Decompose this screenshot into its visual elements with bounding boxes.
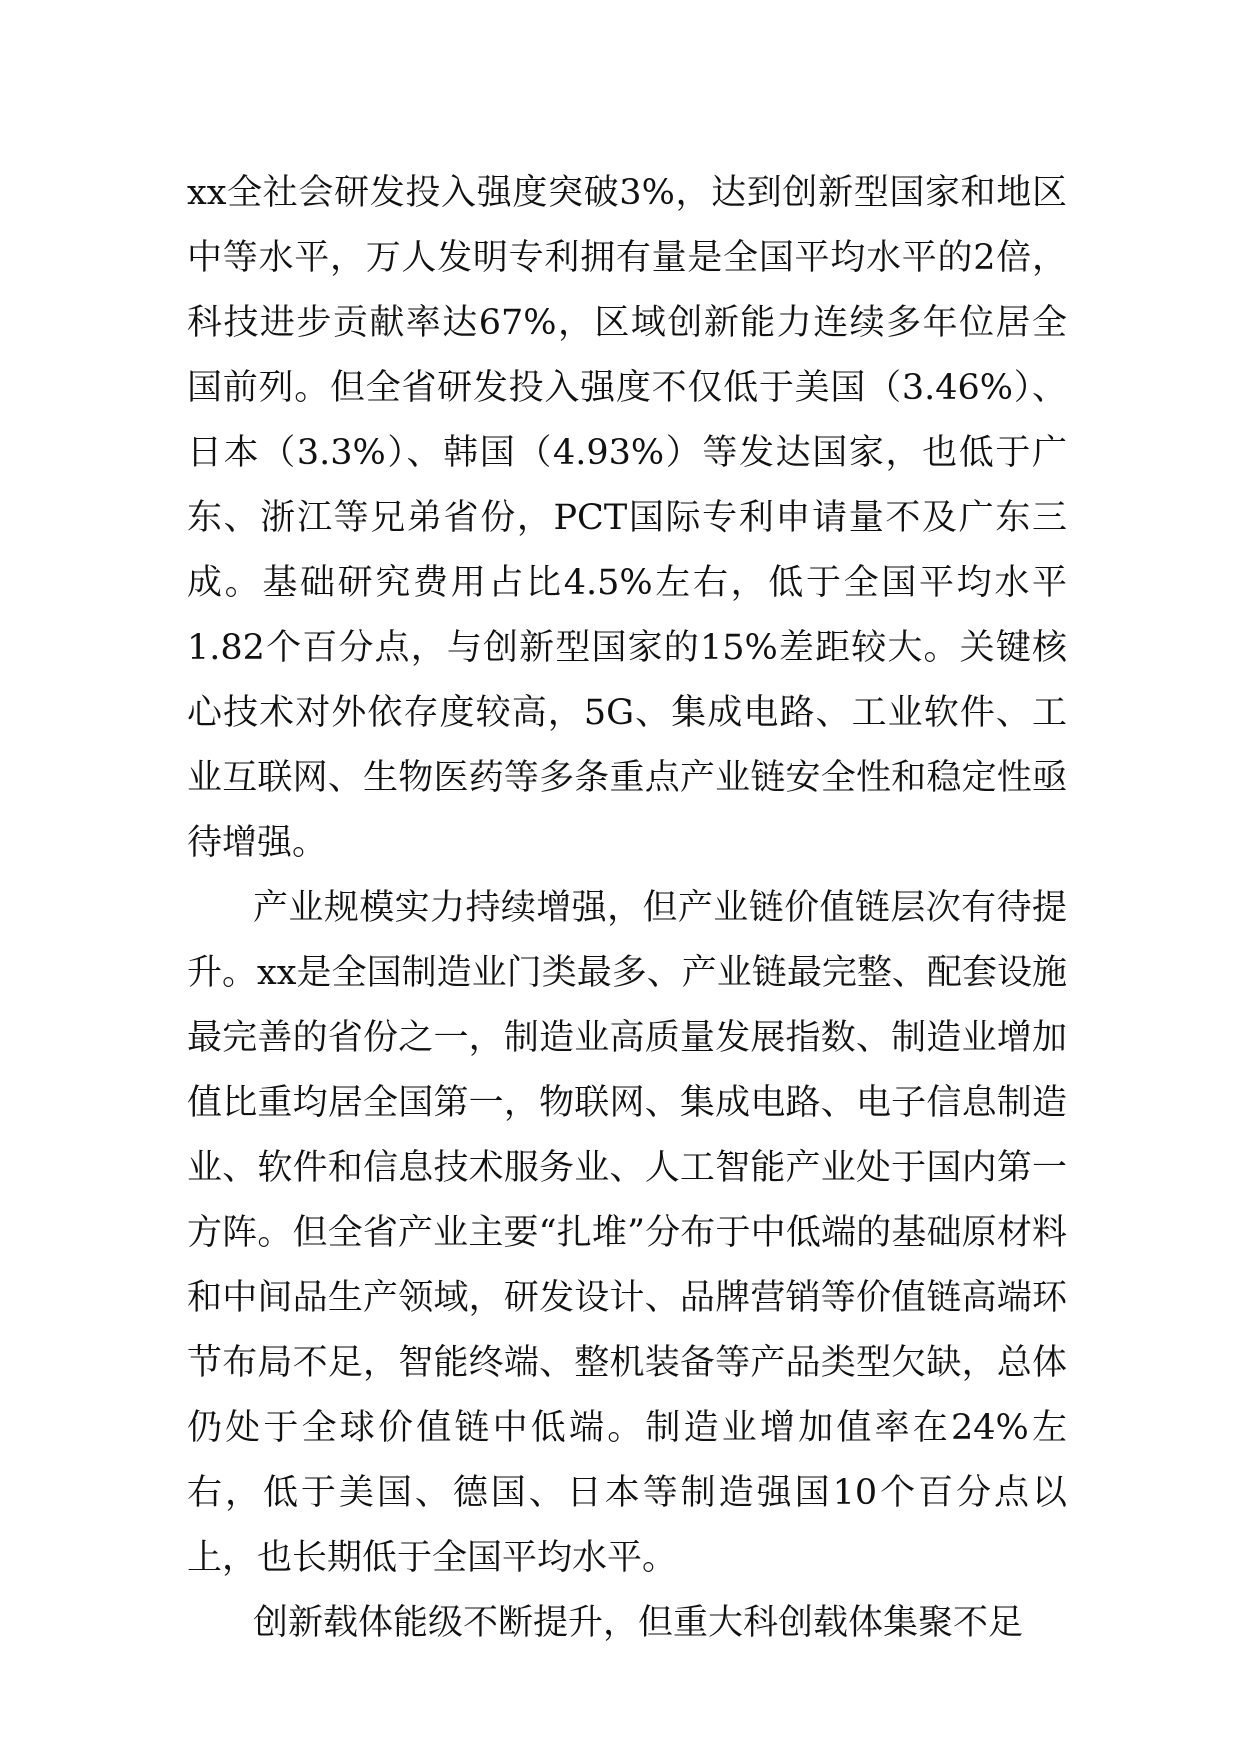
paragraph-innovation-carriers: 创新载体能级不断提升，但重大科创载体集聚不足 xyxy=(253,1603,1024,1643)
document-body xyxy=(187,161,1067,1656)
paragraph-industry-scale: 产业规模实力持续增强，但产业链价值链层次有待提升。xx是全国制造业门类最多、产业链最完整、配套设施最完善的省份之一，制造业高质量发展指数、制造业增加值比重均居全国第一，物联网、集成电路、电子信息制造业、软件和信息技术服务业、人工智能产业处于国内第一方阵。但全省产业主要“扎堆”分布于中低端的基础原材料和中间品生产领域，研发设计、品牌营销等价值链高端环节布局不足，智能终端、整机装备等产品类型欠缺，总体仍处于全球价值链中低端。制造业增加值率在24%左右，低于美国、德国、日本等制造强国10个百分点以上，也长期低于全国平均水平。 xyxy=(187,888,1067,1578)
paragraph-rd-investment: xx全社会研发投入强度突破3%，达到创新型国家和地区中等水平，万人发明专利拥有量是全国平均水平的2倍，科技进步贡献率达67%，区域创新能力连续多年位居全国前列。但全省研发投入强度不仅低于美国（3.46%）、日本（3.3%）、韩国（4.93%）等发达国家，也低于广东、浙江等兄弟省份，PCT国际专利申请量不及广东三成。基础研究费用占比4.5%左右，低于全国平均水平1.82个百分点，与创新型国家的15%差距较大。关键核心技术对外依存度较高，5G、集成电路、工业软件、工业互联网、生物医药等多条重点产业链安全性和稳定性亟待增强。 xyxy=(187,173,1067,863)
